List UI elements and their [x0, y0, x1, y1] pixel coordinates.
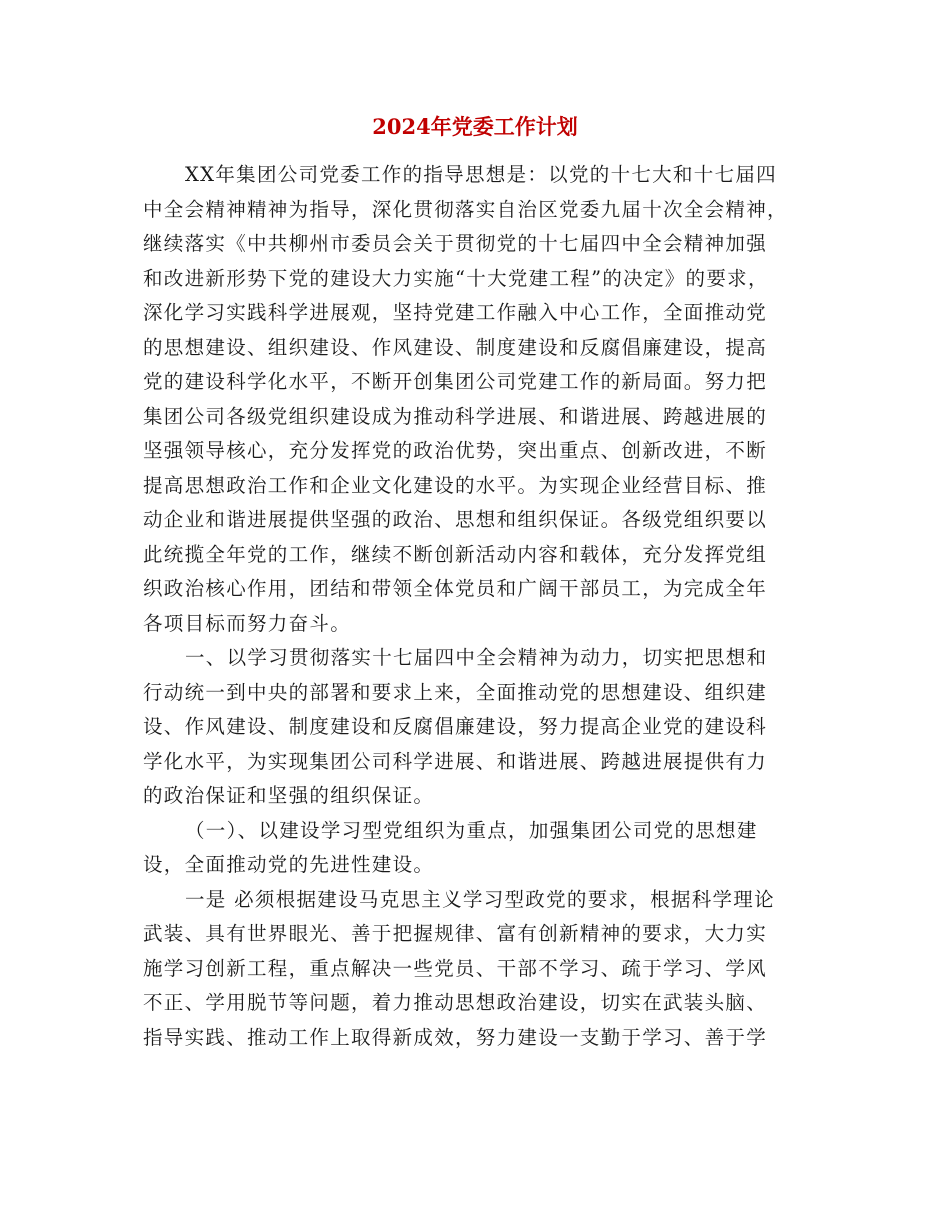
text-line: 施学习创新工程，重点解决一些党员、干部不学习、疏于学习、学风 — [143, 956, 768, 980]
document-title: 2024年党委工作计划 — [372, 114, 578, 139]
text-line: 继续落实《中共柳州市委员会关于贯彻党的十七届四中全会精神加强 — [143, 232, 768, 255]
text-line: 武装、具有世界眼光、善于把握规律、富有创新精神的要求，大力实 — [143, 922, 768, 945]
text-line: 中全会精神精神为指导，深化贯彻落实自治区党委九届十次全会精神， — [143, 197, 788, 221]
paragraph-guiding-thought — [143, 158, 807, 641]
text-line: 提高思想政治工作和企业文化建设的水平。为实现企业经营目标、推 — [143, 473, 768, 497]
paragraph-section-one — [143, 641, 807, 814]
text-line: 的思想建设、组织建设、作风建设、制度建设和反腐倡廉建设，提高 — [143, 335, 768, 359]
text-line: 集团公司各级党组织建设成为推动科学进展、和谐进展、跨越进展的 — [143, 404, 768, 428]
document-body — [143, 158, 807, 1055]
paragraph-point-one — [143, 883, 807, 1056]
text-line: 党的建设科学化水平，不断开创集团公司党建工作的新局面。努力把 — [143, 370, 768, 393]
text-line: 织政治核心作用，团结和带领全体党员和广阔干部员工，为完成全年 — [143, 577, 768, 600]
text-line: 学化水平，为实现集团公司科学进展、和谐进展、跨越进展提供有力 — [143, 749, 768, 773]
text-line: 行动统一到中央的部署和要求上来，全面推动党的思想建设、组织建 — [143, 680, 768, 704]
text-line: 设、作风建设、制度建设和反腐倡廉建设，努力提高企业党的建设科 — [143, 715, 768, 738]
text-line: 动企业和谐进展提供坚强的政治、思想和组织保证。各级党组织要以 — [143, 508, 768, 531]
text-line: 各项目标而努力奋斗。 — [143, 611, 352, 635]
text-line: 的政治保证和坚强的组织保证。 — [143, 784, 435, 807]
text-line: 和改进新形势下党的建设大力实施“十大党建工程”的决定》的要求， — [143, 266, 769, 290]
text-line: 指导实践、推动工作上取得新成效，努力建设一支勤于学习、善于学 — [143, 1025, 768, 1049]
paragraph-subsection-one — [143, 814, 807, 883]
text-line: 设，全面推动党的先进性建设。 — [143, 853, 435, 876]
text-line: 一是 必须根据建设马克思主义学习型政党的要求，根据科学理论 — [185, 887, 775, 911]
text-line: XX年集团公司党委工作的指导思想是：以党的十七大和十七届四 — [185, 163, 777, 186]
text-line: 此统揽全年党的工作，继续不断创新活动内容和载体，充分发挥党组 — [143, 542, 768, 566]
text-line: 深化学习实践科学进展观，坚持党建工作融入中心工作，全面推动党 — [143, 301, 768, 324]
text-line: 一、以学习贯彻落实十七届四中全会精神为动力，切实把思想和 — [185, 646, 768, 669]
text-line: 坚强领导核心，充分发挥党的政治优势，突出重点、创新改进，不断 — [143, 439, 768, 462]
text-line: （一）、以建设学习型党组织为重点，加强集团公司党的思想建 — [185, 818, 758, 842]
text-line: 不正、学用脱节等问题，着力推动思想政治建设，切实在武装头脑、 — [143, 991, 768, 1014]
